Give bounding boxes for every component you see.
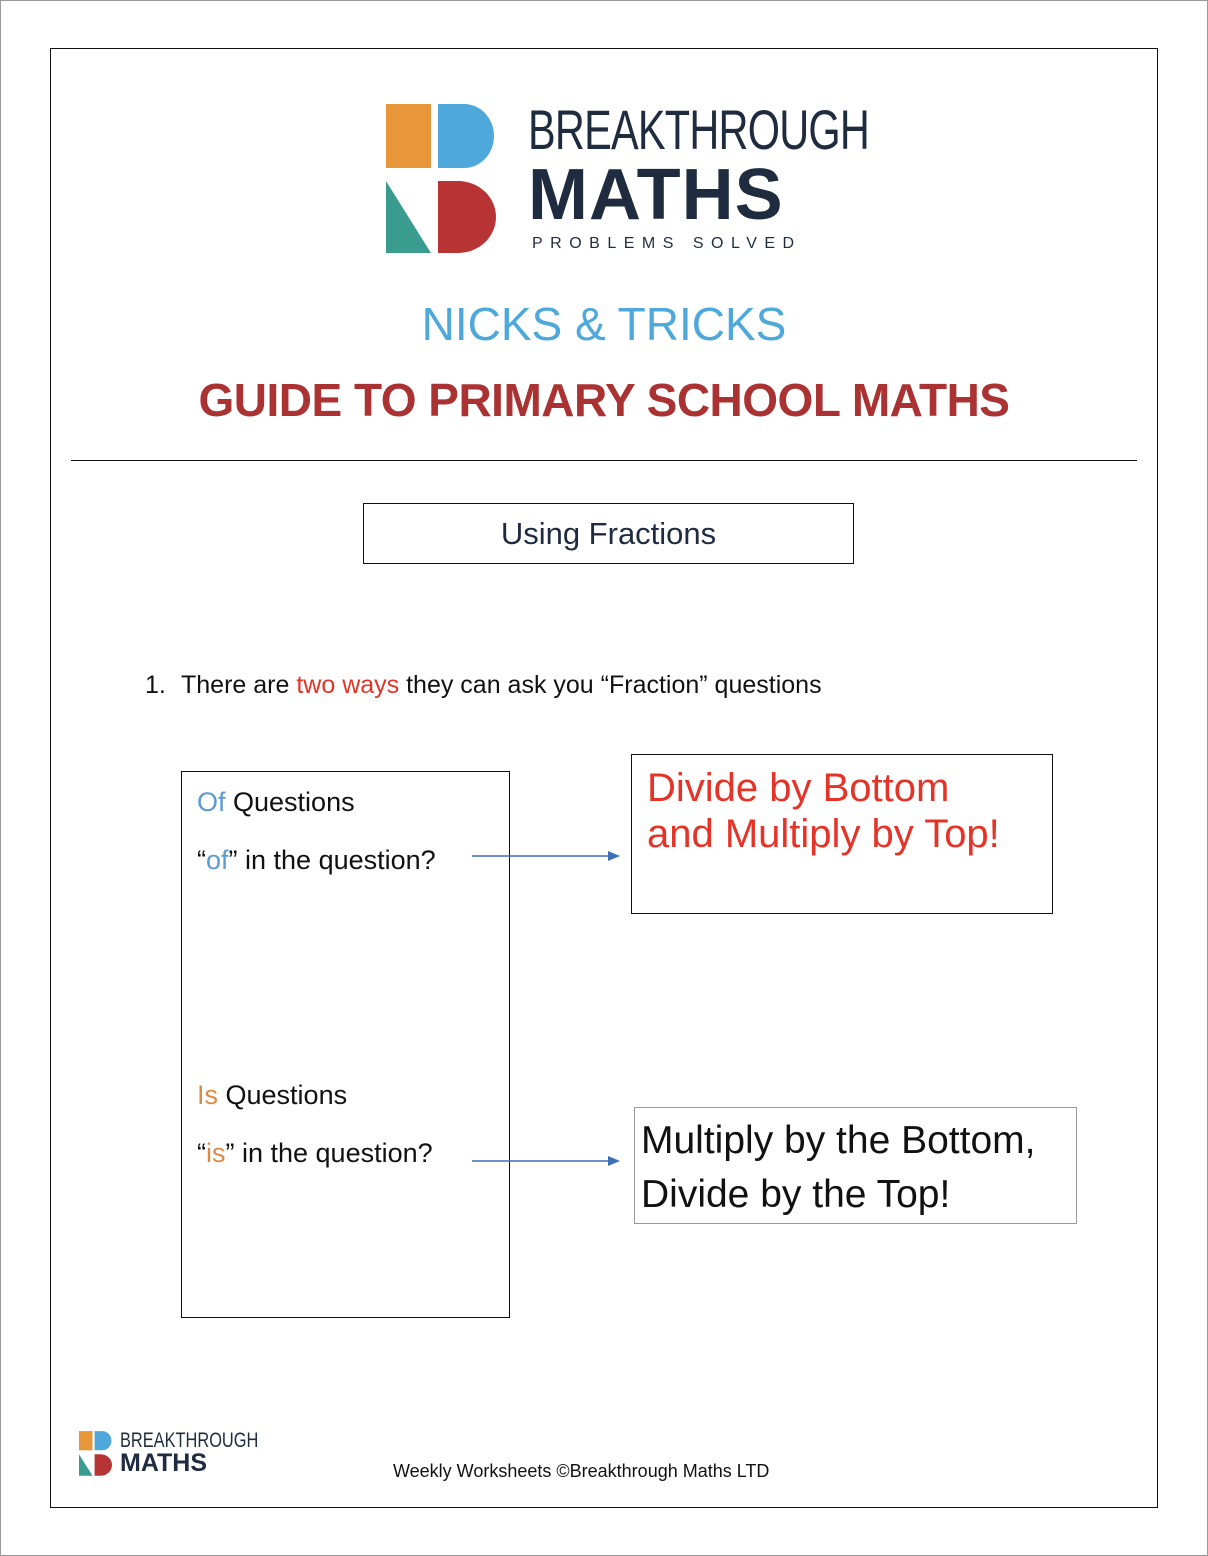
- logo-red-block: [438, 181, 496, 253]
- of-questions-heading: [197, 784, 355, 820]
- footer-logo-line1: BREAKTHROUGH: [120, 1429, 259, 1452]
- divider: [71, 460, 1137, 461]
- point-1: [145, 666, 822, 704]
- logo-wordmark-line1: BREAKTHROUGH: [528, 98, 870, 161]
- is-answer: Multiply by the Bottom, Divide by the Top!: [641, 1119, 1036, 1216]
- of-question-prompt: “of” in the question?: [197, 845, 436, 875]
- point-text-before: There are: [181, 671, 297, 699]
- of-arrow-icon: [472, 848, 622, 864]
- logo-tagline: PROBLEMS SOLVED: [532, 235, 802, 252]
- is-question-prompt: “is” in the question?: [197, 1138, 433, 1168]
- is-answer-box: [634, 1107, 1077, 1224]
- of-keyword: Of: [197, 787, 226, 817]
- is-questions-heading: [197, 1077, 347, 1113]
- logo-teal-block: [386, 181, 431, 253]
- of-answer-box: [631, 754, 1053, 914]
- is-keyword: Is: [197, 1080, 219, 1110]
- of-heading-rest: Questions: [225, 787, 355, 817]
- logo-blue-block: [438, 104, 494, 168]
- footer-copyright: Weekly Worksheets ©Breakthrough Maths LTD: [393, 1461, 770, 1481]
- point-highlight: two ways: [296, 671, 400, 699]
- point-text-after: they can ask you “Fraction” questions: [399, 671, 822, 699]
- topic-heading: Using Fractions: [363, 503, 854, 564]
- logo-wordmark-line2: MATHS: [528, 155, 784, 235]
- is-heading-rest: Questions: [218, 1080, 348, 1110]
- of-answer: Divide by Bottom and Multiply by Top!: [647, 766, 1000, 856]
- of-quoted-word: of: [206, 845, 229, 875]
- point-number: 1.: [145, 671, 166, 699]
- subtitle: NICKS & TRICKS: [421, 298, 787, 350]
- footer-logo-icon: [79, 1430, 112, 1476]
- page-title: GUIDE TO PRIMARY SCHOOL MATHS: [198, 374, 1010, 426]
- is-arrow-icon: [472, 1153, 622, 1169]
- is-quoted-word: is: [206, 1138, 226, 1168]
- footer-logo-line2: MATHS: [120, 1449, 208, 1477]
- breakthrough-maths-logo-icon: [386, 101, 496, 253]
- logo-orange-block: [386, 104, 431, 168]
